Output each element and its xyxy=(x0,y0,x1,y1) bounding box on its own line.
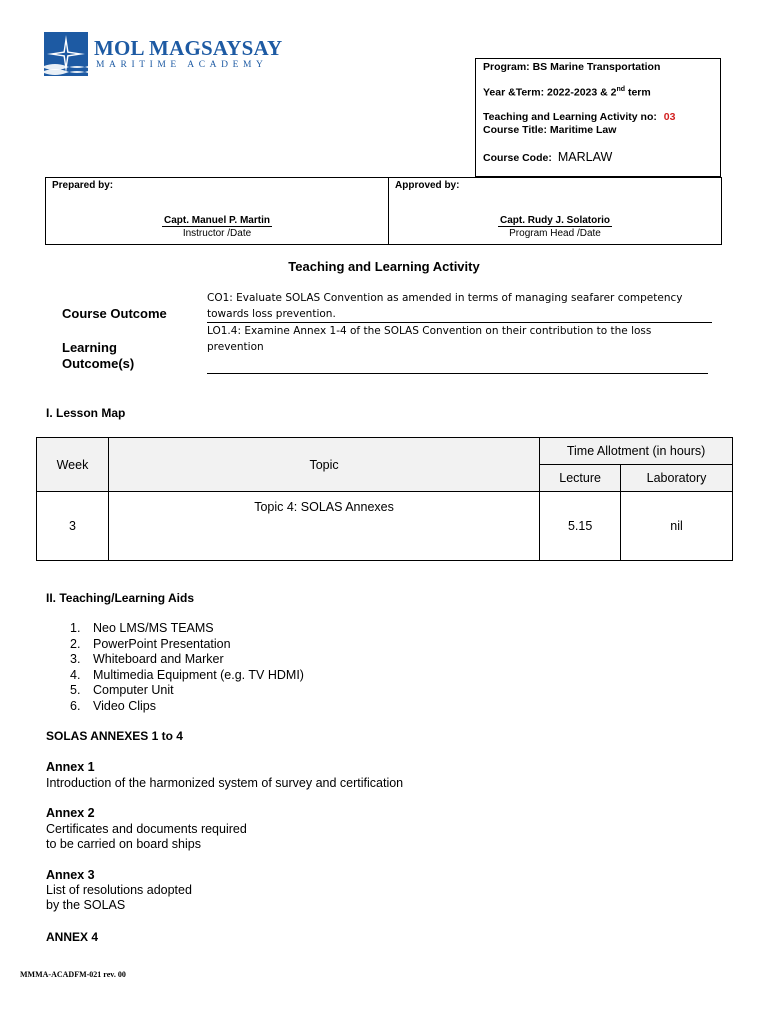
annex-1-text: Introduction of the harmonized system of survey and certification xyxy=(46,776,404,790)
course-outcome-label: Course Outcome xyxy=(62,306,167,321)
topic-header: Topic xyxy=(108,438,539,492)
annex-3-line-1: List of resolutions adopted xyxy=(46,883,192,897)
prepared-role: Instructor /Date xyxy=(182,228,252,239)
table-row xyxy=(37,492,733,561)
aids-list xyxy=(70,621,304,714)
aid-item-label: Video Clips xyxy=(93,698,157,713)
prepared-name-text: Capt. Manuel P. Martin xyxy=(164,215,270,226)
annex-4-title: ANNEX 4 xyxy=(46,930,99,944)
lecture-header: Lecture xyxy=(540,465,621,492)
annex-2-line-1: Certificates and documents required xyxy=(46,822,247,836)
annex-3-title: Annex 3 xyxy=(46,868,95,882)
activity-line xyxy=(483,111,675,123)
laboratory-cell: nil xyxy=(621,492,733,561)
compass-star-icon xyxy=(44,32,88,76)
aid-item-label: Whiteboard and Marker xyxy=(93,652,224,666)
course-code-line xyxy=(483,150,612,164)
year-term-suffix: term xyxy=(625,86,651,99)
activity-title: Teaching and Learning Activity xyxy=(288,259,480,274)
year-term-prefix: Year &Term: 2022-2023 & 2 xyxy=(483,86,617,99)
learning-outcome-rule xyxy=(207,373,708,374)
list-item: 2. PowerPoint Presentation xyxy=(70,636,231,651)
week-cell: 3 xyxy=(37,492,109,561)
list-item: 6. Video Clips xyxy=(70,698,157,713)
annex-2-title: Annex 2 xyxy=(46,806,95,820)
course-outcome-text: CO1: Evaluate SOLAS Convention as amended in terms of managing seafarer competency towards loss prevention. xyxy=(207,292,683,320)
list-item: 3. Whiteboard and Marker xyxy=(70,652,224,666)
annex-3-line-2: by the SOLAS xyxy=(46,898,126,912)
aid-item-label: Computer Unit xyxy=(93,683,174,697)
approved-role: Program Head /Date xyxy=(509,228,601,239)
lecture-cell: 5.15 xyxy=(540,492,621,561)
time-allotment-header: Time Allotment (in hours) xyxy=(540,438,733,465)
program-info-box xyxy=(475,58,721,177)
topic-cell: Topic 4: SOLAS Annexes xyxy=(108,492,539,561)
approved-name xyxy=(389,215,721,226)
course-title-line: Course Title: Maritime Law xyxy=(483,124,617,136)
activity-number: 03 xyxy=(663,111,676,123)
prepared-name xyxy=(46,215,388,226)
course-code-label: Course Code: xyxy=(483,152,552,164)
week-header: Week xyxy=(37,438,109,492)
year-term-sup: nd xyxy=(616,86,626,93)
list-item: 4. Multimedia Equipment (e.g. TV HDMI) xyxy=(70,667,304,682)
year-term-line xyxy=(483,86,651,99)
signature-box xyxy=(45,177,722,245)
laboratory-header: Laboratory xyxy=(621,465,733,492)
form-code-footer: MMMA-ACADFM-021 rev. 00 xyxy=(20,970,126,979)
prepared-cell xyxy=(46,178,389,244)
aids-heading: II. Teaching/Learning Aids xyxy=(46,591,195,605)
approved-name-text: Capt. Rudy J. Solatorio xyxy=(499,215,610,226)
prepared-label: Prepared by: xyxy=(52,180,114,191)
aid-item-label: Neo LMS/MS TEAMS xyxy=(93,621,214,635)
aid-item-label: Multimedia Equipment (e.g. TV HDMI) xyxy=(93,667,304,682)
lesson-map-heading: I. Lesson Map xyxy=(46,406,126,420)
course-code-value: MARLAW xyxy=(557,150,613,164)
approved-cell xyxy=(389,178,721,244)
aid-item-label: PowerPoint Presentation xyxy=(93,636,231,651)
learning-outcome-text: LO1.4: Examine Annex 1-4 of the SOLAS Convention on their contribution to the loss prevention xyxy=(207,325,652,353)
academy-logo xyxy=(44,32,294,82)
annex-1-title: Annex 1 xyxy=(46,760,95,774)
list-item: 5. Computer Unit xyxy=(70,683,174,697)
annexes-heading: SOLAS ANNEXES 1 to 4 xyxy=(46,729,183,743)
lesson-map-table xyxy=(36,437,733,561)
program-line: Program: BS Marine Transportation xyxy=(483,61,661,73)
learning-outcome-label: Learning Outcome(s) xyxy=(62,340,135,371)
activity-label: Teaching and Learning Activity no: xyxy=(483,111,657,123)
approved-label: Approved by: xyxy=(395,180,460,191)
logo-subtitle: MARITIME ACADEMY xyxy=(96,60,268,70)
list-item: 1. Neo LMS/MS TEAMS xyxy=(70,621,214,635)
logo-name: MOL MAGSAYSAY xyxy=(94,36,283,60)
annex-2-line-2: to be carried on board ships xyxy=(46,837,201,851)
